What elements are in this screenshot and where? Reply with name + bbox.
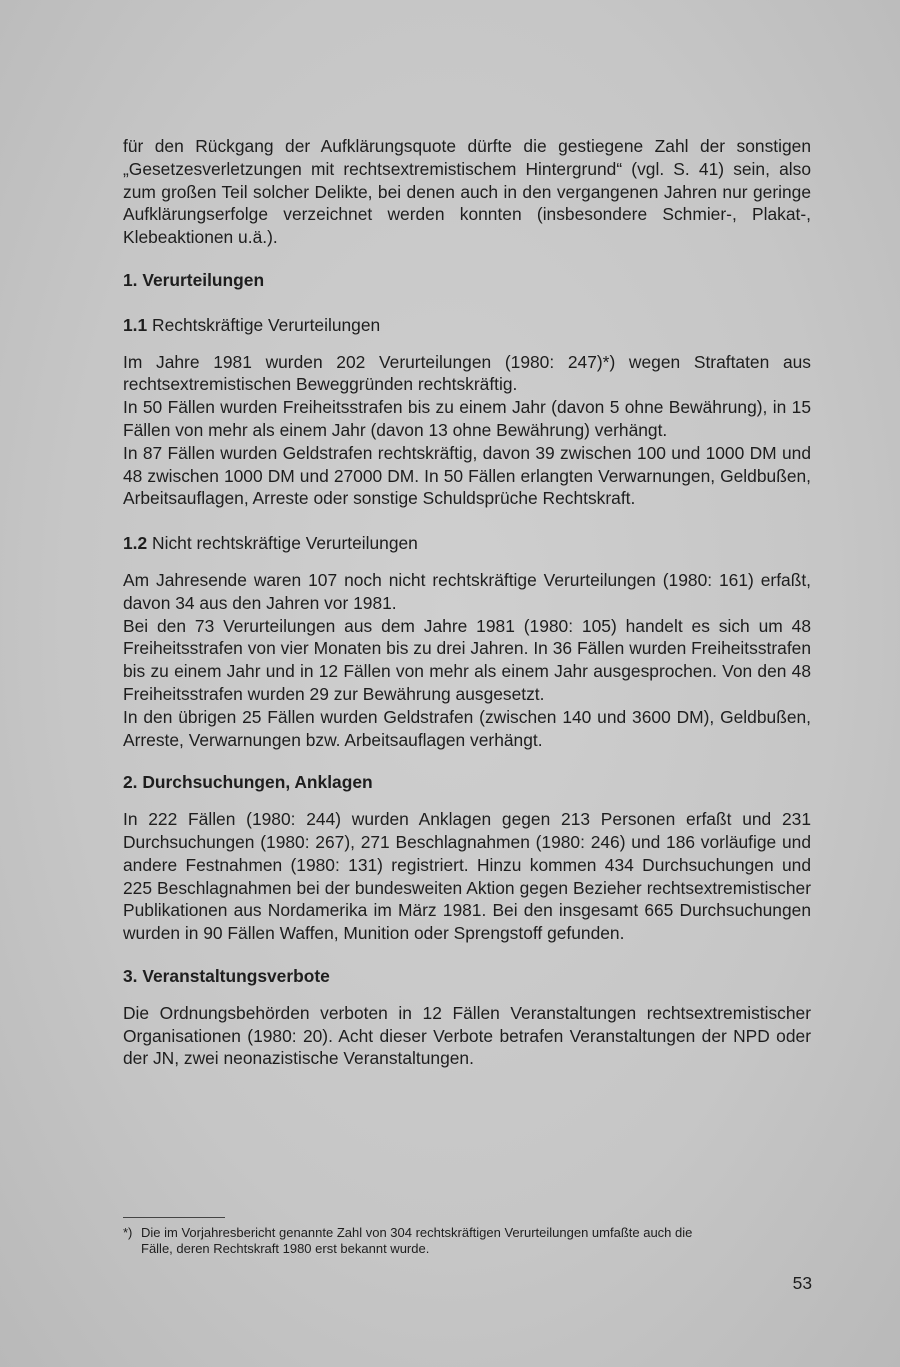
body-paragraph: In 87 Fällen wurden Geldstrafen rechtskräftig, davon 39 zwischen 100 und 1000 DM und 48 zwischen 1000 DM und 27000 DM. In 50 Fällen erlangten Verwarnungen, Geldbußen, Arbeitsauflagen, Arreste oder sonstige Schuldsprüche Rechtskraft. bbox=[123, 442, 811, 509]
section-heading-veranstaltungsverbote: 3. Veranstaltungsverbote bbox=[123, 965, 330, 986]
footnote bbox=[123, 1225, 813, 1256]
subsection-title: Rechtskräftige Verurteilungen bbox=[152, 314, 381, 335]
subsection-number: 1.1 bbox=[123, 314, 148, 335]
body-paragraph: In den übrigen 25 Fällen wurden Geldstrafen (zwischen 140 und 3600 DM), Geldbußen, Arreste, Verwarnungen bzw. Arbeitsauflagen verhängt. bbox=[123, 706, 811, 750]
body-paragraph: Die Ordnungsbehörden verboten in 12 Fällen Veranstaltungen rechtsextremistischer Organisationen (1980: 20). Acht dieser Verbote betrafen Veranstaltungen der NPD oder der JN, zwei neonazistische Veranstaltungen. bbox=[123, 1002, 811, 1069]
footnote-text-line-1: Die im Vorjahresbericht genannte Zahl von 304 rechtskräftigen Verurteilungen umfaßte auch die bbox=[141, 1225, 693, 1240]
body-paragraph: In 50 Fällen wurden Freiheitsstrafen bis zu einem Jahr (davon 5 ohne Bewährung), in 15 Fällen von mehr als einem Jahr (davon 13 ohne Bewährung) verhängt. bbox=[123, 397, 811, 440]
body-paragraph: Am Jahresende waren 107 noch nicht rechtskräftige Verurteilungen (1980: 161) erfaßt, davon 34 aus den Jahren vor 1981. bbox=[123, 569, 811, 613]
intro-paragraph: für den Rückgang der Aufklärungsquote dürfte die gestiegene Zahl der sonstigen „Gesetzesverletzungen mit rechtsextremistischem Hintergrund“ (vgl. S. 41) sein, also zum großen Teil solcher Delikte, bei denen auch in den vergangenen Jahren nur geringe Aufklärungserfolge verzeichnet werden konnten (insbesondere Schmier-, Plakat-, Klebeaktionen u.ä.). bbox=[123, 136, 811, 248]
subsection-title: Nicht rechtskräftige Verurteilungen bbox=[152, 533, 418, 554]
footnote-text-line-2: Fälle, deren Rechtskraft 1980 erst bekannt wurde. bbox=[141, 1240, 430, 1256]
subsection-heading-nicht-rechtskraeftig bbox=[123, 532, 811, 555]
footnote-mark: *) bbox=[123, 1225, 133, 1240]
main-text bbox=[123, 135, 811, 1070]
subsection-heading-rechtskraeftig bbox=[123, 314, 811, 337]
section-heading-verurteilungen: 1. Verurteilungen bbox=[123, 269, 265, 290]
body-paragraph: Bei den 73 Verurteilungen aus dem Jahre 1981 (1980: 105) handelt es sich um 48 Freiheitsstrafen von vier Monaten bis zu drei Jahren. In 36 Fällen wurden Freiheitsstrafen bis zu einem Jahr und in 12 Fällen von mehr als einem Jahr ausgesprochen. Von den 48 Freiheitsstrafen wurden 29 zur Bewährung ausgesetzt. bbox=[123, 615, 811, 704]
body-paragraph: Im Jahre 1981 wurden 202 Verurteilungen (1980: 247)*) wegen Straftaten aus rechtsextremistischen Beweggründen rechtskräftig. bbox=[123, 351, 811, 395]
footnote-divider bbox=[123, 1217, 225, 1218]
page-number: 53 bbox=[792, 1273, 812, 1293]
subsection-number: 1.2 bbox=[123, 533, 148, 554]
body-paragraph: In 222 Fällen (1980: 244) wurden Anklagen gegen 213 Personen erfaßt und 231 Durchsuchungen (1980: 267), 271 Beschlagnahmen (1980: 246) und 186 vorläufige und andere Festnahmen (1980: 131) registriert. Hinzu kommen 434 Durchsuchungen und 225 Beschlagnahmen bei der bundesweiten Aktion gegen Bezieher rechtsextremistischer Publikationen aus Nordamerika im März 1981. Bei den insgesamt 665 Durchsuchungen wurden in 90 Fällen Waffen, Munition oder Sprengstoff gefunden. bbox=[123, 809, 811, 944]
section-heading-durchsuchungen: 2. Durchsuchungen, Anklagen bbox=[123, 772, 373, 793]
